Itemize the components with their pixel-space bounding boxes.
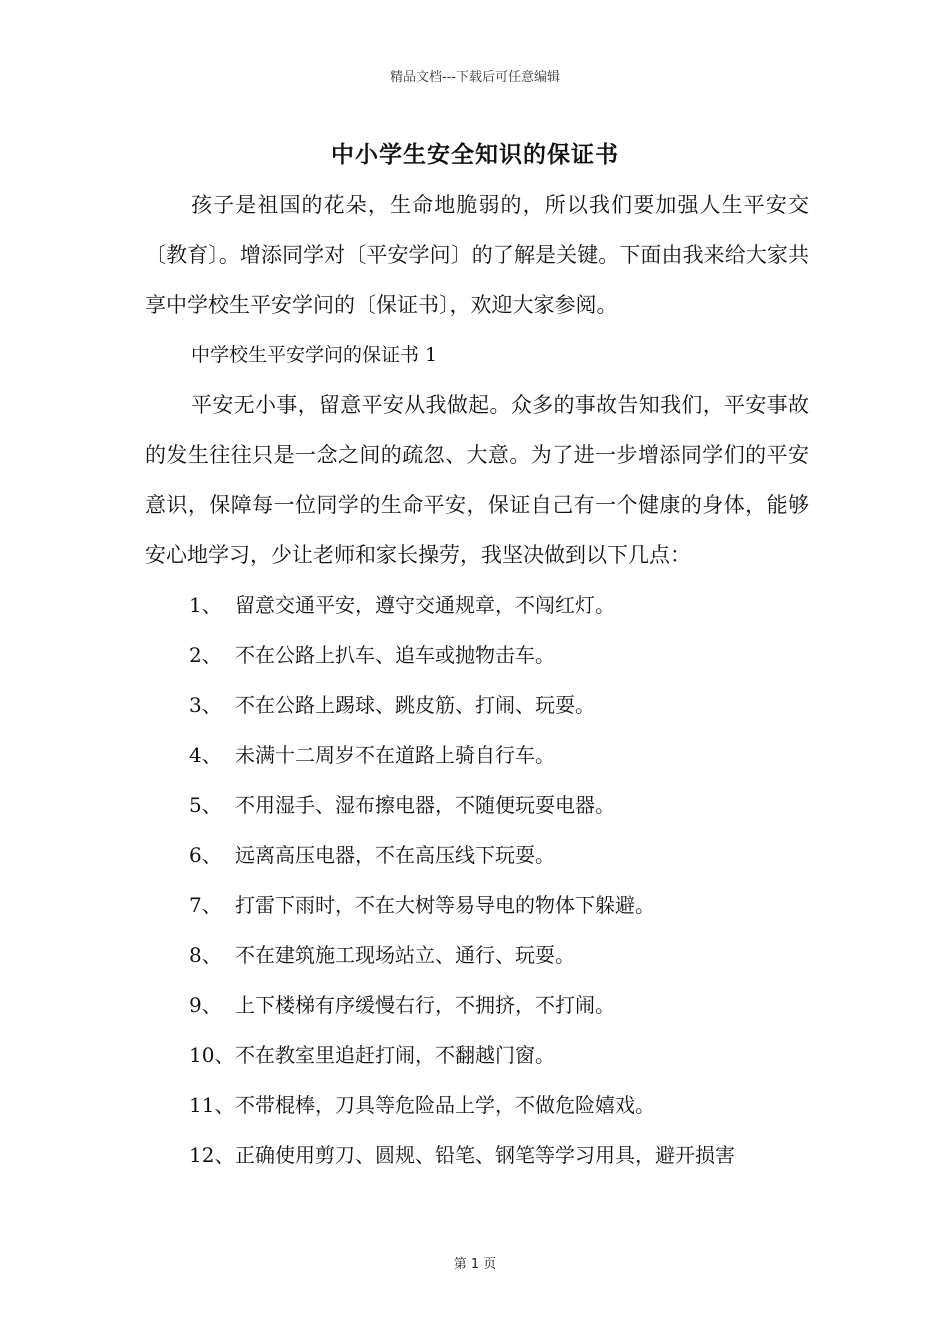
list-item <box>145 580 809 630</box>
list-item-number: 12、 <box>189 1143 235 1167</box>
list-item <box>145 630 809 680</box>
list-item <box>145 1130 809 1180</box>
list-item-number: 5、 <box>189 793 222 817</box>
list-item-text: 不在公路上踢球、跳皮筋、打闹、玩耍。 <box>235 693 595 717</box>
intro-paragraph: 孩子是祖国的花朵，生命地脆弱的，所以我们要加强人生平安交〔教育〕。增添同学对〔平安学问〕的了解是关键。下面由我来给大家共享中学校生平安学问的〔保证书〕，欢迎大家参阅。 <box>145 193 809 317</box>
list-item-number: 4、 <box>189 743 222 767</box>
list-item <box>145 780 809 830</box>
list-item <box>145 730 809 780</box>
list-item-text: 不在建筑施工现场站立、通行、玩耍。 <box>235 943 575 967</box>
list-item-text: 留意交通平安，遵守交通规章，不闯红灯。 <box>235 593 615 617</box>
list-item <box>145 1080 809 1130</box>
list-item <box>145 830 809 880</box>
list-item-number: 8、 <box>189 943 222 967</box>
list-item-number: 2、 <box>189 643 222 667</box>
section-title: 中学校生平安学问的保证书 1 <box>191 344 438 366</box>
list-item-number: 10、 <box>189 1043 235 1067</box>
list-item-text: 上下楼梯有序缓慢右行，不拥挤，不打闹。 <box>235 993 615 1017</box>
list-item-text: 不带棍棒，刀具等危险品上学，不做危险嬉戏。 <box>235 1093 655 1117</box>
section-paragraph: 平安无小事，留意平安从我做起。众多的事故告知我们，平安事故的发生往往只是一念之间的疏忽、大意。为了进一步增添同学们的平安意识，保障每一位同学的生命平安，保证自己有一个健康的身体，能够安心地学习，少让老师和家长操劳，我坚决做到以下几点： <box>145 393 809 567</box>
list-item-text: 不在教室里追赶打闹，不翻越门窗。 <box>235 1043 555 1067</box>
list-item-text: 正确使用剪刀、圆规、铅笔、钢笔等学习用具，避开损害 <box>235 1143 735 1167</box>
list-item-number: 3、 <box>189 693 222 717</box>
list-item <box>145 980 809 1030</box>
list-item <box>145 880 809 930</box>
pledge-list <box>145 580 809 1180</box>
list-item-text: 远离高压电器，不在高压线下玩耍。 <box>235 843 555 867</box>
list-item-number: 11、 <box>189 1093 235 1117</box>
list-item-text: 不在公路上扒车、追车或抛物击车。 <box>235 643 555 667</box>
page-number: 第 1 页 <box>453 1257 497 1272</box>
list-item-number: 7、 <box>189 893 222 917</box>
list-item-text: 不用湿手、湿布擦电器，不随便玩耍电器。 <box>235 793 615 817</box>
list-item-text: 未满十二周岁不在道路上骑自行车。 <box>235 743 555 767</box>
document-body <box>145 180 809 1180</box>
list-item <box>145 930 809 980</box>
list-item-number: 6、 <box>189 843 222 867</box>
list-item-number: 1、 <box>189 593 222 617</box>
list-item-number: 9、 <box>189 993 222 1017</box>
list-item-text: 打雷下雨时，不在大树等易导电的物体下躲避。 <box>235 893 655 917</box>
header-note: 精品文档---下载后可任意编辑 <box>389 70 561 85</box>
list-item <box>145 680 809 730</box>
document-title: 中小学生安全知识的保证书 <box>331 141 619 168</box>
list-item <box>145 1030 809 1080</box>
